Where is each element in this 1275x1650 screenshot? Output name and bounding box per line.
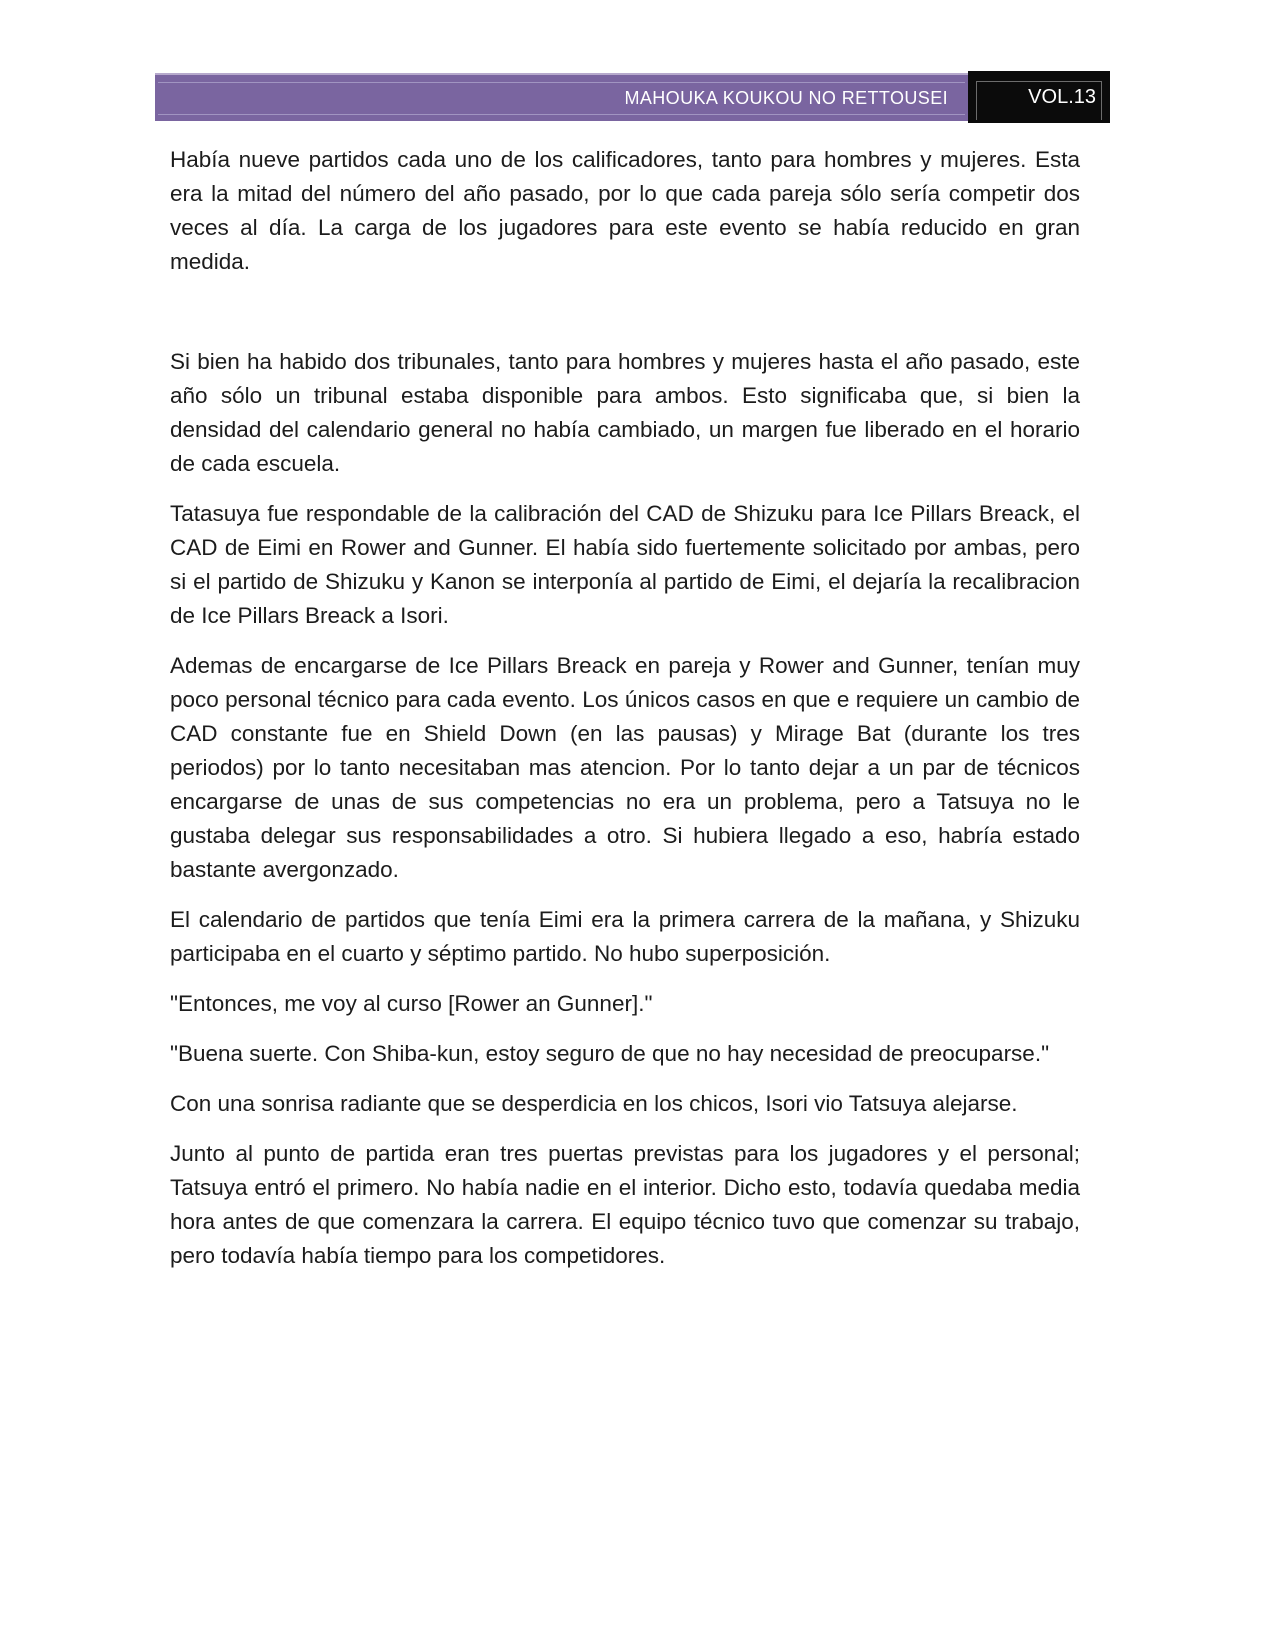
- header-title-cell: [155, 73, 968, 121]
- paragraph-4: Ademas de encargarse de Ice Pillars Breack en pareja y Rower and Gunner, tenían muy poco personal técnico para cada evento. Los únicos casos en que e requiere un cambio de CAD constante fue en Shield Down (en las pausas) y Mirage Bat (durante los tres periodos) por lo tanto necesitaban mas atencion. Por lo tanto dejar a un par de técnicos encargarse de unas de sus competencias no era un problema, pero a Tatsuya no le gustaba delegar sus responsabilidades a otro. Si hubiera llegado a eso, habría estado bastante avergonzado.: [170, 653, 1080, 882]
- paragraph-7-dialogue: "Buena suerte. Con Shiba-kun, estoy seguro de que no hay necesidad de preocuparse.": [170, 1041, 1050, 1066]
- page-body: [170, 143, 1080, 1289]
- paragraph-2: Si bien ha habido dos tribunales, tanto para hombres y mujeres hasta el año pasado, este año sólo un tribunal estaba disponible para ambos. Esto significaba que, si bien la densidad del calendario general no había cambiado, un margen fue liberado en el horario de cada escuela.: [170, 349, 1080, 476]
- paragraph-8: Con una sonrisa radiante que se desperdicia en los chicos, Isori vio Tatsuya alejarse.: [170, 1091, 1018, 1116]
- paragraph-3: Tatasuya fue respondable de la calibración del CAD de Shizuku para Ice Pillars Breack, el CAD de Eimi en Rower and Gunner. El había sido fuertemente solicitado por ambas, pero si el partido de Shizuku y Kanon se interponía al partido de Eimi, el dejaría la recalibracion de Ice Pillars Breack a Isori.: [170, 501, 1080, 628]
- page-header: [155, 73, 1110, 121]
- blank-line: [170, 295, 1080, 329]
- paragraph-6-dialogue: "Entonces, me voy al curso [Rower an Gunner].": [170, 991, 653, 1016]
- paragraph-9: Junto al punto de partida eran tres puertas previstas para los jugadores y el personal; Tatsuya entró el primero. No había nadie en el interior. Dicho esto, todavía quedaba media hora antes de que comenzara la carrera. El equipo técnico tuvo que comenzar su trabajo, pero todavía había tiempo para los competidores.: [170, 1141, 1080, 1268]
- paragraph-5: El calendario de partidos que tenía Eimi era la primera carrera de la mañana, y Shizuku participaba en el cuarto y séptimo partido. No hubo superposición.: [170, 907, 1080, 966]
- volume-badge: [968, 71, 1110, 123]
- paragraph-1: Había nueve partidos cada uno de los calificadores, tanto para hombres y mujeres. Esta era la mitad del número del año pasado, por lo que cada pareja sólo sería competir dos veces al día. La carga de los jugadores para este evento se había reducido en gran medida.: [170, 147, 1080, 274]
- volume-label: VOL.13: [1028, 85, 1096, 108]
- book-title: MAHOUKA KOUKOU NO RETTOUSEI: [624, 87, 948, 108]
